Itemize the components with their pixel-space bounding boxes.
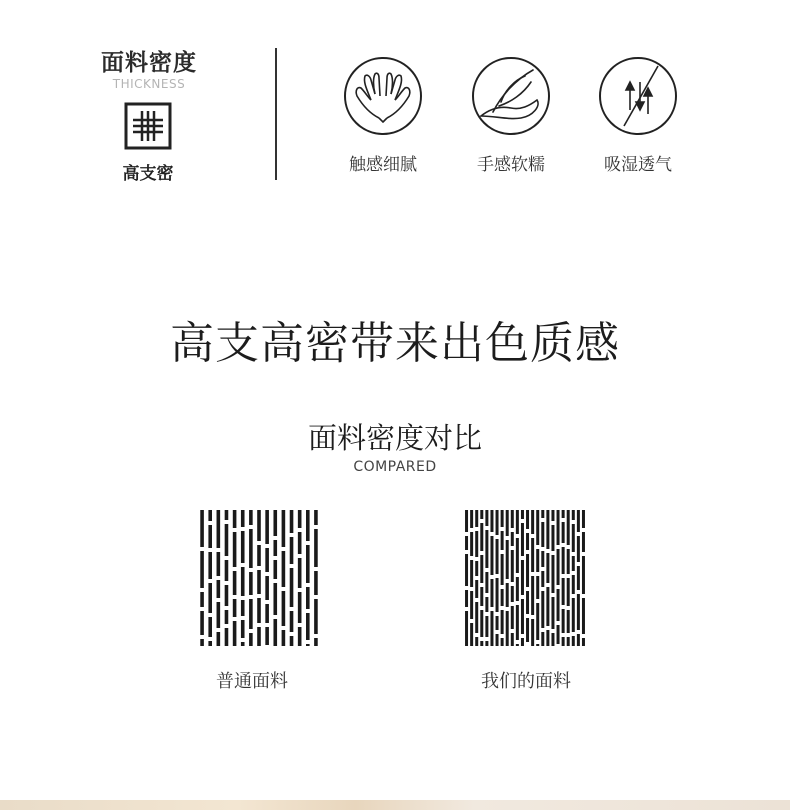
our-fabric-label: 我们的面料 [481,671,571,692]
headline: 高支高密带来出色质感 [170,318,620,369]
normal-fabric-pattern [198,510,320,646]
feature-label-1: 触感细腻 [349,155,417,175]
our-fabric-pattern [464,510,586,646]
feature-label-3: 吸湿透气 [604,155,672,175]
thickness-subtitle: THICKNESS [112,77,186,91]
bottom-photo-strip [0,800,790,810]
comparison-subtitle: COMPARED [353,459,437,475]
grid-icon [124,102,172,150]
normal-fabric-label: 普通面料 [216,671,288,692]
vertical-divider [275,48,277,180]
feather-icon [471,56,551,136]
hands-icon [343,56,423,136]
thickness-label: 高支密 [122,164,174,184]
comparison-title: 面料密度对比 [307,421,482,455]
thickness-title: 面料密度 [101,50,197,76]
feature-label-2: 手感软糯 [477,155,545,175]
airflow-arrows-icon [598,56,678,136]
